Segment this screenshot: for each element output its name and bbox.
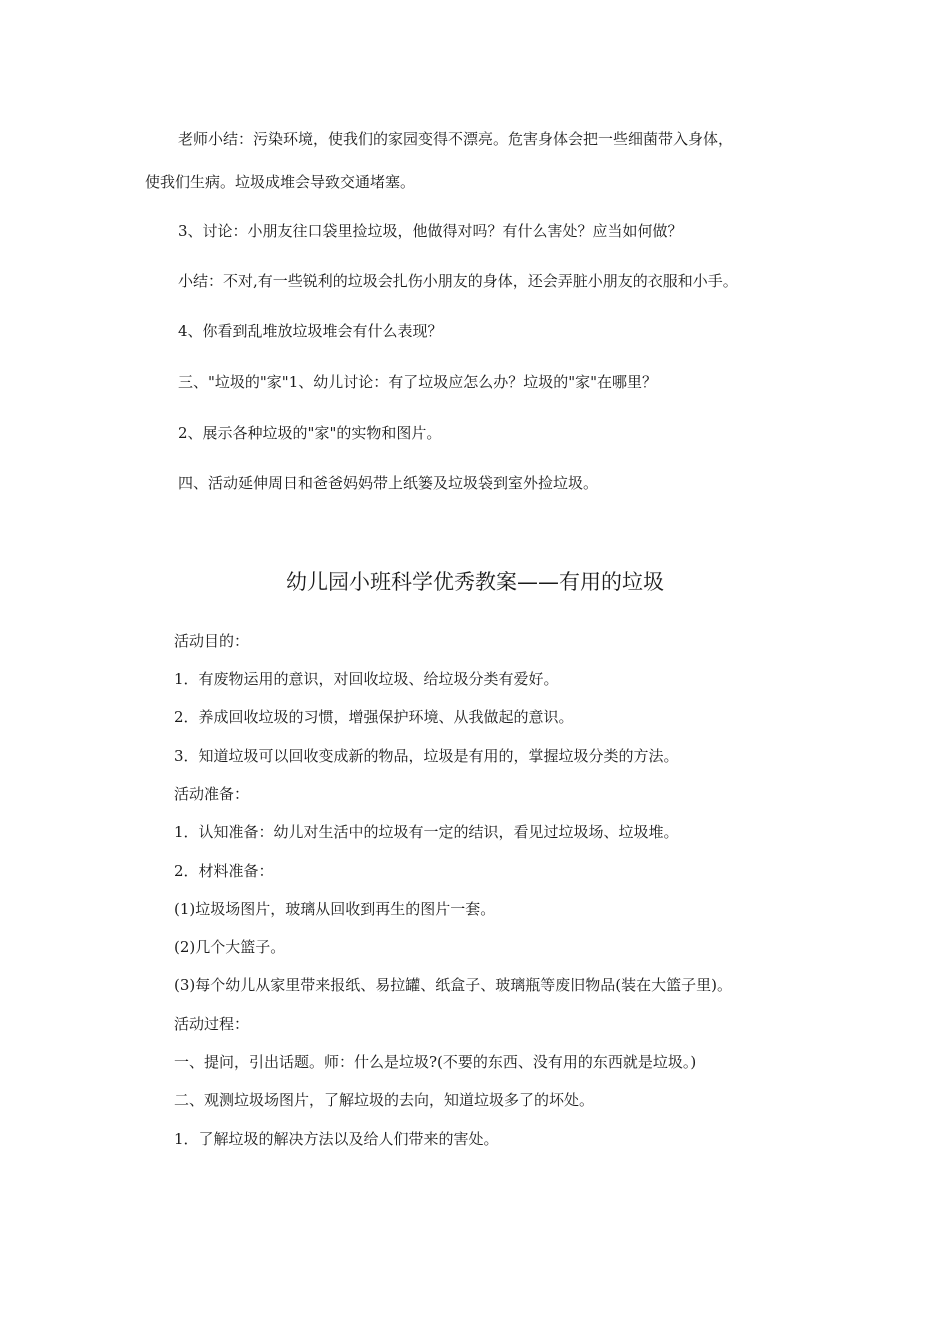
heading-goals: 活动目的： — [174, 632, 250, 650]
process-step-2: 二、观测垃圾场图片，了解垃圾的去向，知道垃圾多了的坏处。 — [174, 1091, 595, 1109]
prep-item-2: 2．材料准备： — [174, 862, 274, 880]
lesson-title: 幼儿园小班科学优秀教案——有用的垃圾 — [286, 570, 664, 594]
paragraph-discussion-3: 3、讨论：小朋友往口袋里捡垃圾，他做得对吗？有什么害处？应当如何做？ — [178, 222, 683, 240]
goal-item-1: 1．有废物运用的意识，对回收垃圾、给垃圾分类有爱好。 — [174, 670, 559, 688]
paragraph-teacher-summary-cont: 使我们生病。垃圾成堆会导致交通堵塞。 — [145, 173, 416, 191]
heading-process: 活动过程： — [174, 1015, 250, 1033]
material-item-3: (3)每个幼儿从家里带来报纸、易拉罐、纸盒子、玻璃瓶等废旧物品(装在大篮子里)。 — [174, 976, 732, 994]
paragraph-summary: 小结：不对,有一些锐利的垃圾会扎伤小朋友的身体，还会弄脏小朋友的衣服和小手。 — [178, 272, 738, 290]
paragraph-question-4: 4、你看到乱堆放垃圾堆会有什么表现？ — [178, 322, 443, 340]
heading-preparation: 活动准备： — [174, 785, 250, 803]
material-item-1: (1)垃圾场图片，玻璃从回收到再生的图片一套。 — [174, 900, 496, 918]
paragraph-section-3: 三、"垃圾的"家"1、幼儿讨论：有了垃圾应怎么办？垃圾的"家"在哪里？ — [178, 373, 658, 391]
process-substep-1: 1．了解垃圾的解决方法以及给人们带来的害处。 — [174, 1130, 499, 1148]
paragraph-section-4: 四、活动延伸周日和爸爸妈妈带上纸篓及垃圾袋到室外捡垃圾。 — [178, 474, 599, 492]
goal-item-3: 3．知道垃圾可以回收变成新的物品，垃圾是有用的，掌握垃圾分类的方法。 — [174, 747, 679, 765]
prep-item-1: 1．认知准备：幼儿对生活中的垃圾有一定的结识，看见过垃圾场、垃圾堆。 — [174, 823, 679, 841]
material-item-2: (2)几个大篮子。 — [174, 938, 286, 956]
process-step-1: 一、提问，引出话题。师：什么是垃圾?(不要的东西、没有用的东西就是垃圾。) — [174, 1053, 697, 1071]
paragraph-teacher-summary: 老师小结：污染环境，使我们的家园变得不漂亮。危害身体会把一些细菌带入身体， — [178, 130, 734, 148]
goal-item-2: 2．养成回收垃圾的习惯，增强保护环境、从我做起的意识。 — [174, 708, 574, 726]
paragraph-display-2: 2、展示各种垃圾的"家"的实物和图片。 — [178, 424, 442, 442]
